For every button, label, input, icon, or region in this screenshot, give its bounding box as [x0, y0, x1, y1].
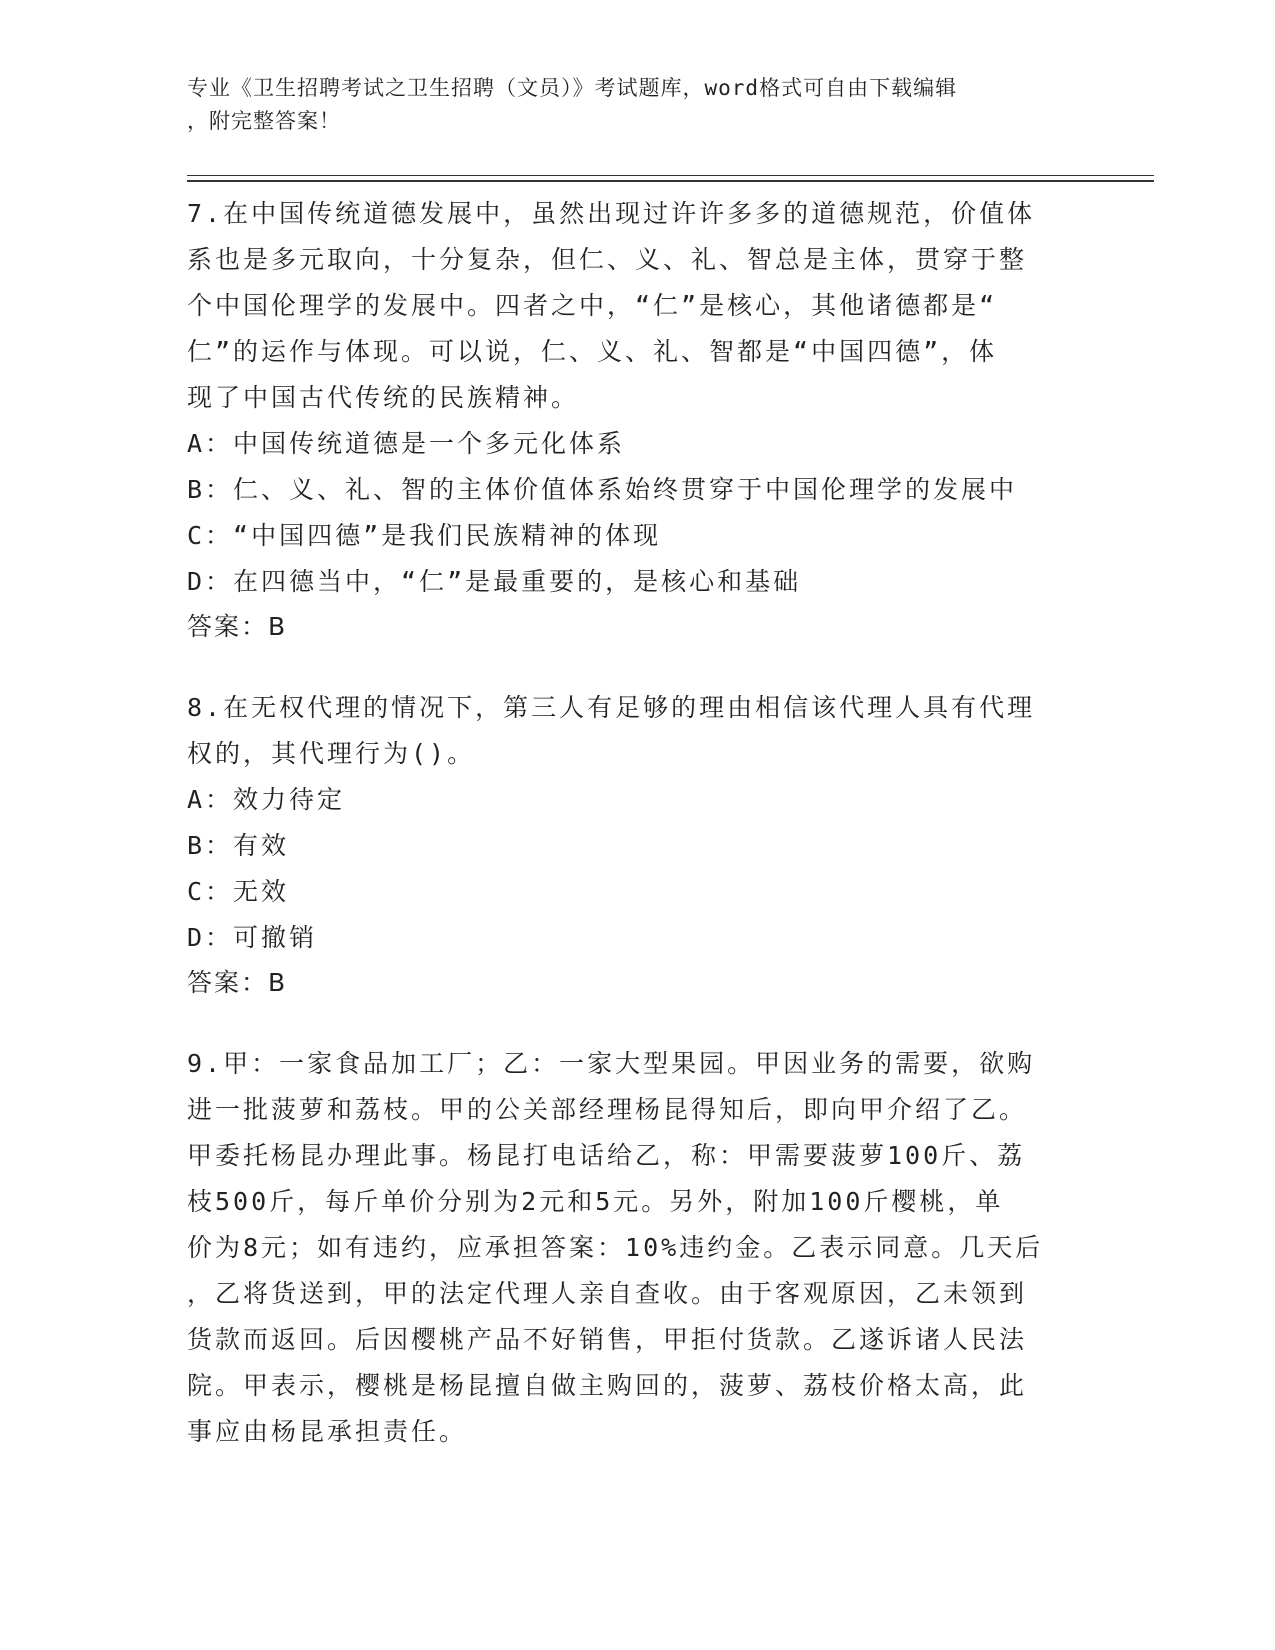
question-text-line: ，乙将货送到，甲的法定代理人亲自查收。由于客观原因，乙未领到	[187, 1279, 1028, 1308]
option-c: C：无效	[187, 877, 290, 906]
option-a: A：效力待定	[187, 785, 346, 814]
question-text-line: 价为8元；如有违约，应承担答案：10%违约金。乙表示同意。几天后	[187, 1233, 1044, 1262]
question-text-line: 枝500斤，每斤单价分别为2元和5元。另外，附加100斤樱桃，单	[187, 1187, 1004, 1216]
question-text-line: 现了中国古代传统的民族精神。	[187, 383, 580, 412]
option-d: D：在四德当中，“仁”是最重要的，是核心和基础	[187, 567, 802, 596]
header-line: ，附完整答案！	[187, 109, 341, 133]
question-text-line: 进一批菠萝和荔枝。甲的公关部经理杨昆得知后，即向甲介绍了乙。	[187, 1095, 1028, 1124]
document-header	[187, 72, 1067, 138]
question-text-line: 7.在中国传统道德发展中，虽然出现过许许多多的道德规范，价值体	[187, 199, 1036, 228]
question-text-line: 权的，其代理行为()。	[187, 739, 476, 768]
option-a: A：中国传统道德是一个多元化体系	[187, 429, 626, 458]
question-text-line: 系也是多元取向，十分复杂，但仁、义、礼、智总是主体，贯穿于整	[187, 245, 1028, 274]
option-d: D：可撤销	[187, 923, 318, 952]
header-line: 专业《卫生招聘考试之卫生招聘（文员）》考试题库，word格式可自由下载编辑	[187, 76, 958, 100]
question-text-line: 8.在无权代理的情况下，第三人有足够的理由相信该代理人具有代理	[187, 693, 1036, 722]
question-text-line: 甲委托杨昆办理此事。杨昆打电话给乙，称：甲需要菠萝100斤、荔	[187, 1141, 1026, 1170]
option-c: C：“中国四德”是我们民族精神的体现	[187, 521, 662, 550]
question-list	[187, 191, 1087, 1491]
answer-label: 答案：B	[187, 968, 288, 997]
header-divider-thin	[187, 175, 1154, 176]
option-b: B：仁、义、礼、智的主体价值体系始终贯穿于中国伦理学的发展中	[187, 475, 1018, 504]
question-text-line: 个中国伦理学的发展中。四者之中，“仁”是核心，其他诸德都是“	[187, 291, 998, 320]
option-b: B：有效	[187, 831, 290, 860]
question-text-line: 事应由杨昆承担责任。	[187, 1417, 468, 1446]
question-text-line: 货款而返回。后因樱桃产品不好销售，甲拒付货款。乙遂诉诸人民法	[187, 1325, 1028, 1354]
question-text-line: 9.甲：一家食品加工厂；乙：一家大型果园。甲因业务的需要，欲购	[187, 1049, 1036, 1078]
header-divider-thick	[187, 180, 1154, 182]
question-8	[187, 685, 1087, 1005]
question-text-line: 仁”的运作与体现。可以说，仁、义、礼、智都是“中国四德”，体	[187, 337, 998, 366]
question-text-line: 院。甲表示，樱桃是杨昆擅自做主购回的，菠萝、荔枝价格太高，此	[187, 1371, 1028, 1400]
question-9	[187, 1041, 1087, 1455]
answer-label: 答案：B	[187, 612, 288, 641]
question-7	[187, 191, 1087, 649]
